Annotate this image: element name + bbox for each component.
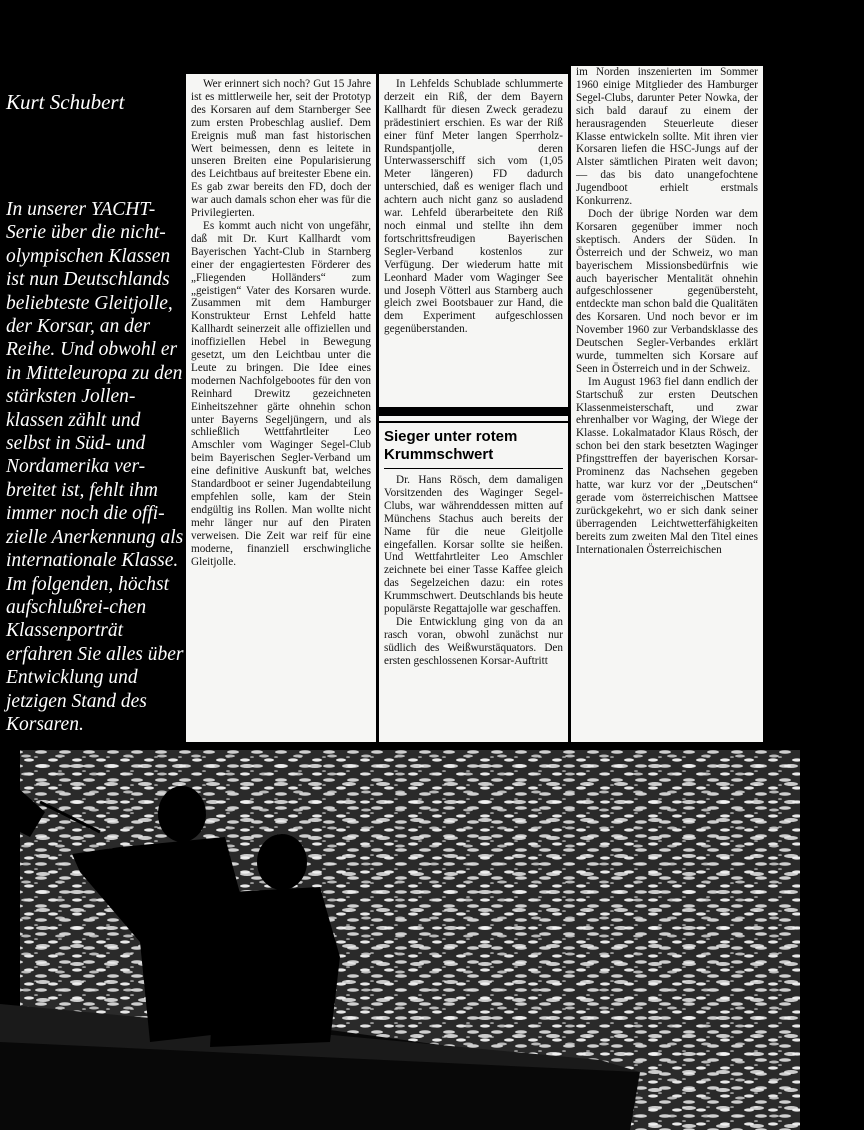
subsection-paragraph: Dr. Hans Rösch, dem damaligen Vorsitzenden des Waginger Segel-Clubs, war währenddessen mitten auf Münchens Stachus auch bereits der Name für die neue Gleitjolle eingefallen. Korsar sollte sie heißen. Und Wettfahrtleiter Leo Amschler zeichnete bei einer Tasse Kaffee gleich das Segelzeichen dazu: ein rotes Krummschwert. Deutschlands bis heute populärste Regattajolle war geschaffen.	[384, 474, 563, 616]
sailing-photo	[0, 742, 864, 1130]
subsection-heading: Sieger unter rotem Krummschwert	[384, 428, 518, 463]
column-2-paragraph: In Lehfelds Schublade schlummerte derzeit ein Riß, der dem Bayern Kallhardt für diesen Zweck geradezu prädestiniert erschien. Es war der Riß einer fünf Meter langen Sperrholz-Rundspantjolle, deren Unterwasserschiff sich vom (1,05 Meter längeren) FD dadurch unterschied, daß es weniger flach und achtern auch nicht ganz so ausladend war. Lehfeld überarbeitete den Riß noch einmal und stellte ihn dem fortschrittsfreudigen Bayerischen Segler-Verband kostenlos zur Verfügung. Der wiederum hatte mit Leonhard Mader vom Waginger See und Joseph Vötterl aus Starnberg auch gleich zwei Bootsbauer zur Hand, die dem Experiment aufgeschlossen gegenüberstanden.	[384, 78, 563, 336]
subsection-paragraph: Die Entwicklung ging von da an rasch voran, obwohl zunächst nur südlich des Weißwurstäquators. Den ersten geschlossenen Korsar-Auftritt	[384, 615, 563, 667]
author-name: Kurt Schubert	[6, 90, 125, 114]
column-3-paragraph: Im August 1963 fiel dann endlich der Startschuß zur ersten Deutschen Klassenmeisterschaft, und zwar ehrenhalber vor Waging, der Wiege der Klasse. Lokalmatador Klaus Rösch, der schon bei den stark besetzten Waginger Pfingsttreffen der bayerischen Korsar-Prominenz das Nachsehen gegeben hatte, war kurz vor der „Deutschen“ gerade vom österreichischen Mattsee zurückgekehrt, wo er sich dank seiner überragenden Leichtwetterfähigkeiten bereits zum zweiten Mal den Titel eines Internationalen Österreichischen	[576, 375, 758, 556]
intro-text: In unserer YACHT-Serie über die nicht-olympischen Klassen ist nun Deutschlands beliebteste Gleitjolle, der Korsar, an der Reihe. Und obwohl er in Mitteleuropa zu den stärksten Jollen-klassen zählt und selbst in Süd- und Nordamerika ver-breitet ist, fehlt ihm immer noch die offi-zielle Anerkennung als internationale Klasse. Im folgenden, höchst aufschlußrei-chen Klassenporträt erfahren Sie alles über Entwicklung und jetzigen Stand des Korsaren.	[6, 199, 184, 735]
article-column-2	[379, 74, 568, 407]
subsection-top-rule	[379, 416, 568, 423]
silhouette-sailors-photo	[0, 742, 864, 1130]
column-1-paragraph: Es kommt auch nicht von ungefähr, daß mit Dr. Kurt Kallhardt vom Bayerischen Yacht-Club in Starnberg einer der engagiertesten Förderer des „Fliegenden Holländers“ zum „geistigen“ Vater des Korsaren wurde. Zusammen mit dem Hamburger Konstrukteur Ernst Lehfeld hatte Kallhardt seinerzeit alle offiziellen und inoffiziellen Hebel in Bewegung gesetzt, um den Leichtbau unter die Leute zu bringen. Die Idee eines modernen Nachfolgebootes für den von Reinhard Drewitz gezeichneten Einheitszehner gärte ohnehin schon unter Bayerns Segeljüngern, und als schließlich Wettfahrtleiter Leo Amschler vom Waginger Segel-Club beim Bayerischen Segler-Verband um eine definitive Auskunft bat, welches Standardboot er seiner Jugendabteilung empfehlen solle, kam der Stein endgültig ins Rollen. Man wollte nicht mehr länger nur auf den Piraten verweisen. Die Zeit war reif für eine moderne, finanziell erschwingliche Gleitjolle.	[191, 219, 371, 568]
article-column-1	[186, 74, 376, 742]
column-1-paragraph: Wer erinnert sich noch? Gut 15 Jahre ist es mittlerweile her, seit der Prototyp des Korsaren auf dem Starnberger See zum ersten Probeschlag auslief. Dem Ereignis muß man fast historischen Wert beimessen, denn es leitete in unseren Breiten eine Popularisierung des Leichtbaus auf breitester Ebene ein. Es gab zwar bereits den FD, doch der war auch damals schon eher was für die Privilegierten.	[191, 78, 371, 220]
subsection	[379, 416, 568, 742]
column-3-paragraph: im Norden inszenierten im Sommer 1960 einige Mitglieder des Hamburger Segel-Clubs, darunter Peter Nowka, der sich bald darauf zu einem der herausragenden Steuerleute dieser Klasse entwickeln sollte. Mit ihren vier Korsaren liefen die HSC-Jungs auf der Alster sämtlichen Piraten weit davon; — das bis dato unangefochtene Jugendboot erhielt erstmals Konkurrenz.	[576, 66, 758, 208]
subsection-body	[384, 474, 563, 668]
article-column-3	[571, 66, 763, 742]
subsection-heading-rule	[384, 468, 563, 469]
column-3-paragraph: Doch der übrige Norden war dem Korsaren gegenüber immer noch skeptisch. Anders der Süden. In Österreich und der Schweiz, wo man bayerischem Missionsbedürfnis wie auch bayerischer Mentalität ohnehin aufgeschlossener gegenübersteht, entdeckte man schon bald die Qualitäten des Korsaren. Und noch bevor er im November 1960 zur Verbandsklasse des Deutschen Segler-Verbandes erklärt wurde, tummelten sich Korsare auf Seen in Österreich und in der Schweiz.	[576, 207, 758, 375]
